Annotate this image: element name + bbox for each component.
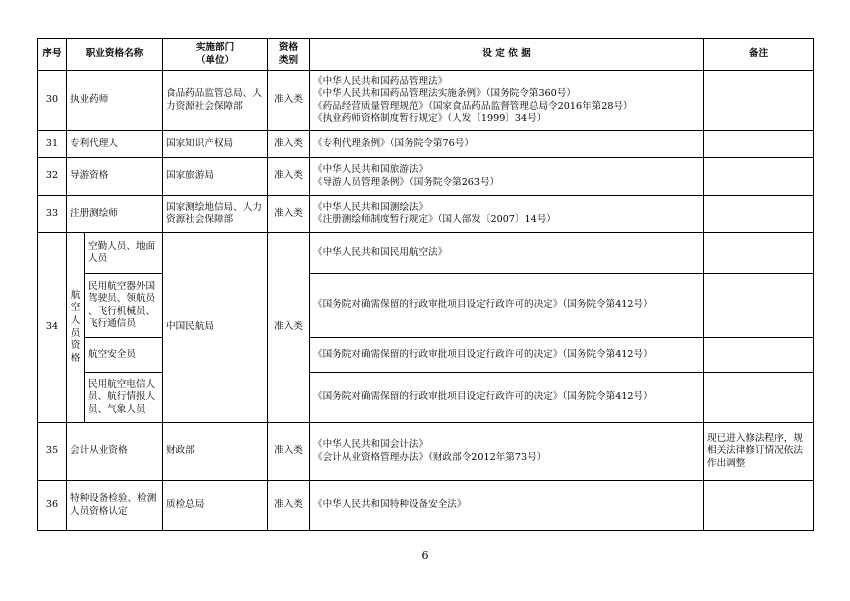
aviation-group-text: 航空人员资格: [70, 289, 81, 364]
qualification-type-text: 准入类: [274, 445, 303, 457]
department: [163, 71, 268, 131]
table-row: [38, 481, 814, 531]
qualification-subname: [85, 338, 163, 373]
department-line: 国家旅游局: [166, 170, 214, 182]
legal-basis-line: 《执业药师资格制度暂行规定》（人发〔1999〕34号）: [313, 112, 547, 124]
row-seq-text: 33: [45, 207, 59, 219]
department-line: 国家知识产权局: [166, 137, 234, 149]
qualification-name-line: 会计从业资格: [70, 445, 128, 457]
table-row: [38, 423, 814, 481]
table-row: [38, 158, 814, 196]
department-line: 资源社会保障部: [166, 214, 234, 225]
header-type-line1: 资格: [278, 42, 299, 54]
qualification-type: [268, 71, 310, 131]
row-seq-text: 32: [45, 170, 59, 182]
legal-basis-line: 《中华人民共和国测绘法》: [313, 201, 429, 213]
header-basis-text: 设 定 依 据: [482, 48, 531, 60]
qualification-name-line: 专利代理人: [70, 137, 118, 149]
table-row: [38, 373, 814, 423]
header-dept-line1: 实施部门: [195, 42, 235, 54]
department: [163, 158, 268, 196]
qualification-name-line: 航空安全员: [88, 348, 136, 360]
table-row: [38, 233, 814, 274]
legal-basis-line: 《中华人民共和国特种设备安全法》: [313, 499, 467, 511]
qualification-subname: [85, 274, 163, 338]
legal-basis-line: 《中华人民共和国旅游法》: [313, 164, 429, 176]
row-seq: [38, 71, 67, 131]
qualification-type-text: 准入类: [274, 94, 303, 106]
qualification-name-line: 民用航空器外国: [88, 280, 156, 292]
row-seq: [38, 196, 67, 233]
header-note: [704, 39, 814, 71]
note-cell: [704, 196, 814, 233]
qualification-name: [67, 196, 163, 233]
qualification-subname: [85, 373, 163, 423]
department-line: 国家测绘地信局、人力: [166, 201, 262, 213]
legal-basis: [310, 274, 704, 338]
note-line: 现已进入修法程序，规: [707, 433, 803, 445]
legal-basis-line: 《会计从业资格管理办法》（财政部令2012年第73号）: [313, 451, 547, 463]
qualification-name-line: 执业药师: [70, 94, 109, 106]
header-name: [67, 39, 163, 71]
qualification-name-line: 员、气象人员: [88, 403, 146, 415]
row-seq: [38, 158, 67, 196]
header-basis: [310, 39, 704, 71]
qualification-table: [37, 38, 814, 531]
note-cell: [704, 158, 814, 196]
note-line: 作出调整: [707, 457, 746, 469]
note-cell: [704, 338, 814, 373]
row-seq-text: 31: [45, 137, 59, 149]
legal-basis-line: 《国务院对确需保留的行政审批项目设定行政许可的决定》（国务院令第412号）: [313, 299, 653, 311]
legal-basis: [310, 196, 704, 233]
aviation-group-label: [67, 233, 85, 423]
department-line: 中国民航局: [166, 321, 214, 333]
header-seq: [38, 39, 67, 71]
note-cell: [704, 131, 814, 158]
qualification-type-text: 准入类: [274, 207, 303, 219]
qualification-name-line: 人员资格认定: [70, 505, 128, 517]
page-number: 6: [421, 549, 429, 562]
department-line: 质检总局: [166, 499, 205, 511]
note-cell: [704, 71, 814, 131]
department-line: 财政部: [166, 445, 195, 457]
legal-basis-line: 《国务院对确需保留的行政审批项目设定行政许可的决定》（国务院令第412号）: [313, 391, 653, 403]
table-row: [38, 274, 814, 338]
note-line: 相关法律修订情况依法: [707, 445, 803, 457]
qualification-type-text: 准入类: [274, 170, 303, 182]
legal-basis: [310, 233, 704, 274]
qualification-type-text: 准入类: [274, 321, 303, 333]
header-note-text: 备注: [748, 48, 769, 60]
table-row: [38, 338, 814, 373]
note-cell: [704, 274, 814, 338]
legal-basis: [310, 423, 704, 481]
header-seq-text: 序号: [42, 48, 62, 60]
qualification-type: [268, 481, 310, 531]
qualification-subname: [85, 233, 163, 274]
legal-basis-line: 《国务院对确需保留的行政审批项目设定行政许可的决定》（国务院令第412号）: [313, 348, 653, 360]
qualification-name: [67, 481, 163, 531]
row-seq: [38, 131, 67, 158]
legal-basis-line: 《导游人员管理条例》（国务院令第263号）: [313, 176, 500, 188]
legal-basis-line: 《中华人民共和国民用航空法》: [313, 246, 448, 258]
header-row: [38, 39, 814, 71]
department: [163, 233, 268, 423]
note-cell: [704, 423, 814, 481]
table-row: [38, 196, 814, 233]
qualification-type: [268, 233, 310, 423]
department: [163, 481, 268, 531]
qualification-name-line: 人员: [88, 253, 108, 264]
qualification-type: [268, 423, 310, 481]
legal-basis-line: 《中华人民共和国会计法》: [313, 439, 429, 451]
legal-basis-line: 《注册测绘师制度暂行规定》（国人部发〔2007〕14号）: [313, 214, 556, 225]
qualification-name: [67, 71, 163, 131]
note-cell: [704, 233, 814, 274]
note-cell: [704, 481, 814, 531]
header-dept: [163, 39, 268, 71]
legal-basis: [310, 158, 704, 196]
legal-basis-line: 《药品经营质量管理规范》（国家食品药品监督管理总局令2016年第28号）: [313, 100, 633, 112]
department-line: 食品药品监管总局、人: [166, 88, 262, 100]
qualification-type: [268, 196, 310, 233]
legal-basis: [310, 71, 704, 131]
qualification-name-line: 驾驶员、领航员: [88, 293, 156, 305]
department: [163, 196, 268, 233]
row-seq-text: 35: [45, 445, 59, 457]
table-row: [38, 71, 814, 131]
row-seq: [38, 233, 67, 423]
department: [163, 131, 268, 158]
qualification-name-line: 飞行通信员: [88, 317, 136, 329]
header-dept-line2: （单位）: [195, 54, 235, 66]
qualification-name: [67, 131, 163, 158]
legal-basis: [310, 338, 704, 373]
row-seq-text: 34: [45, 321, 59, 333]
qualification-type-text: 准入类: [274, 499, 303, 511]
row-seq: [38, 481, 67, 531]
legal-basis-line: 《中华人民共和国药品管理法》: [313, 75, 448, 87]
qualification-name-line: 空勤人员、地面: [88, 240, 156, 252]
header-type-line2: 类别: [278, 54, 299, 66]
legal-basis: [310, 481, 704, 531]
qualification-name-line: 员、航行情报人: [88, 391, 156, 403]
qualification-name: [67, 423, 163, 481]
row-seq-text: 36: [45, 499, 59, 511]
qualification-type: [268, 131, 310, 158]
qualification-name-line: 导游资格: [70, 170, 109, 182]
qualification-name-line: 特种设备检验、检测: [70, 493, 157, 505]
legal-basis: [310, 373, 704, 423]
department: [163, 423, 268, 481]
qualification-name: [67, 158, 163, 196]
note-cell: [704, 373, 814, 423]
qualification-type: [268, 158, 310, 196]
legal-basis: [310, 131, 704, 158]
row-seq-text: 30: [45, 94, 59, 106]
table-row: [38, 131, 814, 158]
header-type: [268, 39, 310, 71]
qualification-name-line: 民用航空电信人: [88, 379, 156, 391]
qualification-type-text: 准入类: [274, 137, 303, 149]
row-seq: [38, 423, 67, 481]
legal-basis-line: 《中华人民共和国药品管理法实施条例》（国务院令第360号）: [313, 88, 576, 100]
header-name-text: 职业资格名称: [85, 48, 144, 60]
legal-basis-line: 《专利代理条例》（国务院令第76号）: [313, 137, 474, 149]
department-line: 力资源社会保障部: [166, 100, 243, 112]
qualification-name-line: 、飞行机械员、: [88, 305, 156, 317]
qualification-name-line: 注册测绘师: [70, 207, 118, 219]
